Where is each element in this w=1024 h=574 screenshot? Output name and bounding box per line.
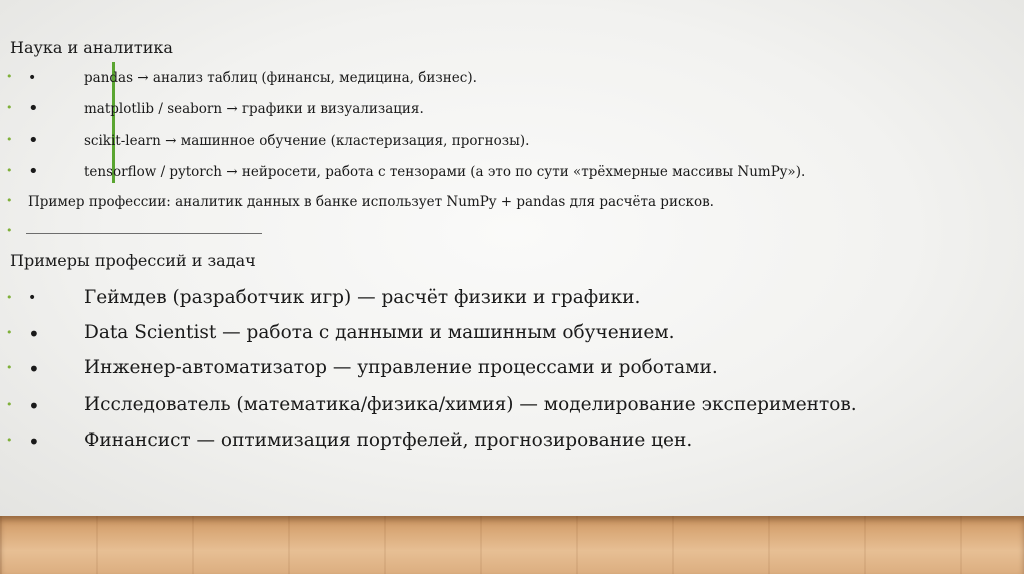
list-item-text: Исследователь (математика/физика/химия) — моделирование экспериментов. <box>84 394 857 415</box>
bullet-marker: • <box>28 357 40 381</box>
bullet-icon: • <box>6 224 13 237</box>
bullet-icon: • <box>6 398 13 411</box>
list-item-text: tensorflow / pytorch → нейросети, работа с тензорами (а это по сути «трёхмерные массивы NumPy»). <box>84 164 806 180</box>
bullet-icon: • <box>6 434 13 447</box>
list-item-text: matplotlib / seaborn → графики и визуализация. <box>84 101 424 117</box>
bullet-icon: • <box>6 326 13 339</box>
bullet-icon: • <box>6 70 13 83</box>
divider-line <box>26 233 262 234</box>
list-item-text: scikit-learn → машинное обучение (кластеризация, прогнозы). <box>84 133 530 149</box>
list-item-text: Инженер-автоматизатор — управление процессами и роботами. <box>84 357 718 378</box>
example-text: Пример профессии: аналитик данных в банке использует NumPy + pandas для расчёта рисков. <box>28 194 714 210</box>
bullet-icon: • <box>6 101 13 114</box>
bullet-marker: • <box>28 98 39 119</box>
list-item-text: Data Scientist — работа с данными и машинным обучением. <box>84 322 675 343</box>
bullet-marker: • <box>28 161 39 182</box>
bullet-marker: • <box>28 130 39 151</box>
bullet-marker: • <box>28 290 37 306</box>
bullet-icon: • <box>6 194 13 207</box>
bullet-marker: • <box>28 70 37 86</box>
section-heading-science: Наука и аналитика <box>10 38 173 57</box>
list-item-text: Финансист — оптимизация портфелей, прогнозирование цен. <box>84 430 693 451</box>
bullet-icon: • <box>6 361 13 374</box>
bullet-icon: • <box>6 133 13 146</box>
section-heading-professions: Примеры профессий и задач <box>10 251 256 270</box>
bullet-marker: • <box>28 394 40 418</box>
list-item-text: Геймдев (разработчик игр) — расчёт физики и графики. <box>84 287 641 308</box>
bullet-icon: • <box>6 291 13 304</box>
bullet-marker: • <box>28 322 40 346</box>
wood-floor-background <box>0 516 1024 574</box>
bullet-marker: • <box>28 430 40 454</box>
bullet-icon: • <box>6 164 13 177</box>
list-item-text: pandas → анализ таблиц (финансы, медицина, бизнес). <box>84 70 477 86</box>
